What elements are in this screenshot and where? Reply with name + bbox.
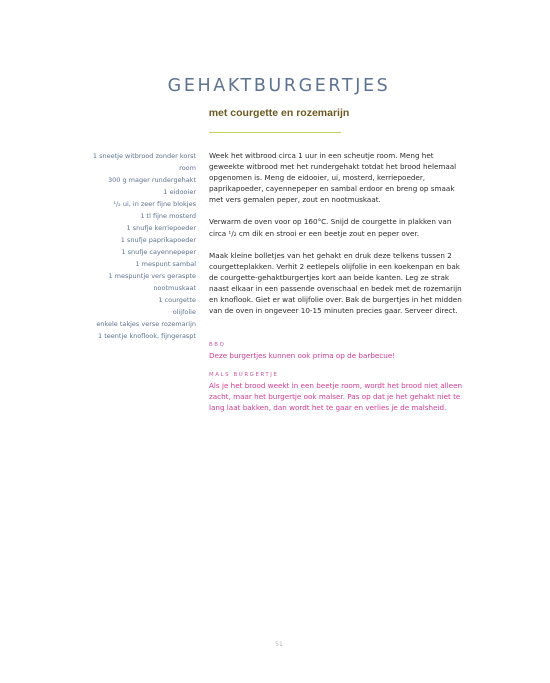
recipe-subtitle: met courgette en rozemarijn <box>208 107 350 119</box>
ingredient-item: room <box>179 164 196 172</box>
ingredient-item: 1 mespunt sambal <box>135 260 196 268</box>
ingredient-item: 1 courgette <box>158 296 196 304</box>
ingredient-item: ¹/₂ ui, in zeer fijne blokjes <box>113 200 196 208</box>
ingredient-item: nootmuskaat <box>153 284 196 292</box>
ingredient-item: 1 eidooier <box>163 188 196 196</box>
title-divider <box>209 132 341 133</box>
ingredient-list <box>70 150 196 342</box>
ingredient-item: olijfolie <box>172 308 196 316</box>
ingredient-item: 1 snufje kerriepoeder <box>126 224 196 232</box>
tips-section <box>209 341 464 423</box>
instructions <box>209 150 464 327</box>
instruction-paragraph: Maak kleine bolletjes van het gehakt en druk deze telkens tussen 2 courgetteplakken. Verhit 2 eetlepels olijfolie in een koekenpan en bak de courgette-gehaktburgertjes kort aan beide kanten. Leg ze strak naast elkaar in een passende ovenschaal en bedek met de rozemarijn en knoflook. Giet er wat olijfolie over. Bak de burgertjes in het midden van de oven in ongeveer 10-15 minuten precies gaar. Serveer direct. <box>209 250 462 316</box>
ingredient-item: 1 snufje cayennepeper <box>121 248 196 256</box>
tip-bbq <box>209 341 464 361</box>
ingredient-item: 1 tl fijne mosterd <box>140 212 196 220</box>
instruction-paragraph: Week het witbrood circa 1 uur in een scheutje room. Meng het geweekte witbrood met het rundergehakt totdat het brood helemaal opgenomen is. Meng de eidooier, ui, mosterd, kerriepoeder, paprikapoeder, cayennepeper en sambal erdoor en breng op smaak met vers gemalen peper, zout en nootmuskaat. <box>209 151 457 205</box>
tip-heading: BBQ <box>209 342 226 348</box>
tip-text: Als je het brood weekt in een beetje room, wordt het brood niet alleen zacht, maar het burgertje ook malser. Pas op dat je het gehakt niet te lang laat bakken, dan wordt het te gaar en verlies je de malsheid. <box>209 381 463 413</box>
tip-mals-burgertje <box>209 371 464 413</box>
ingredient-item: 1 mespuntje vers geraspte <box>108 272 196 280</box>
ingredient-item: 1 snufje paprikapoeder <box>120 236 196 244</box>
ingredient-item: 300 g mager rundergehakt <box>108 176 196 184</box>
page-number: 51 <box>275 641 283 648</box>
ingredient-item: 1 teentje knoflook, fijngeraspt <box>98 332 196 340</box>
ingredient-item: 1 sneetje witbrood zonder korst <box>92 152 196 160</box>
recipe-title: GEHAKTBURGERTJES <box>167 76 391 96</box>
tip-text: Deze burgertjes kunnen ook prima op de barbecue! <box>209 351 396 360</box>
instruction-paragraph: Verwarm de oven voor op 160°C. Snijd de courgette in plakken van circa ¹/₂ cm dik en strooi er een beetje zout en peper over. <box>209 217 452 238</box>
tip-heading: MALS BURGERTJE <box>209 372 279 379</box>
ingredient-item: enkele takjes verse rozemarijn <box>96 320 196 328</box>
